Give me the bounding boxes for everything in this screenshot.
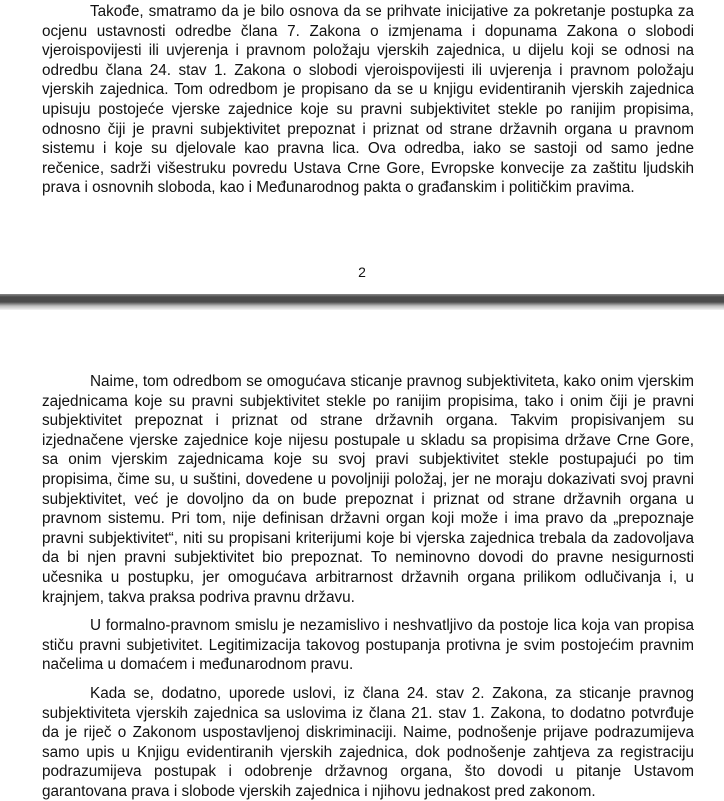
paragraph: U formalno-pravnom smislu je nezamislivo i neshvatljivo da postoje lica koja van propisa stiču pravni subjetivitet. Legitimizacija takovog postupanja protivna je svim postojećim pravnim načelima u domaćem i međunarodnom pravu. <box>42 617 694 674</box>
page-upper-text <box>42 2 694 198</box>
paragraph: Kada se, dodatno, uporede uslovi, iz člana 24. stav 2. Zakona, za sticanje pravnog subjektiviteta vjerskih zajednica sa uslovima iz člana 21. stav 1. Zakona, to dodatno potvrđuje da je riječ o Zakonom uspostavljenoj diskriminaciji. Naime, podnošenje prijave podrazumijeva samo upis u Knjigu evidentiranih vjerskih zajednica, dok podnošenje zahtjeva za registraciju podrazumijeva postupak i odobrenje državnog organa, što dovodi u pitanje Ustavom garantovana prava i slobode vjerskih zajednica i njihovu jednakost pred zakonom. <box>42 684 694 800</box>
page-separator <box>0 294 724 310</box>
document-page-upper <box>0 0 724 294</box>
paragraph: Takođe, smatramo da je bilo osnova da se prihvate inicijative za pokretanje postupka za ocjenu ustavnosti odredbe člana 7. Zakona o izmjenama i dopunama Zakona o slobodi vjeroispovijesti ili uvjerenja i pravnom položaju vjerskih zajednica, u dijelu koji se odnosi na odredbu člana 24. stav 1. Zakona o slobodi vjeroispovijesti ili uvjerenja i pravnom položaju vjerskih zajednica. Tom odredbom je propisano da se u knjigu evidentiranih vjerskih zajednica upisuju postojeće vjerske zajednice koje su pravni subjektivitet stekle po ranijim propisima, odnosno čiji je pravni subjektivitet prepoznat i priznat od strane državnih organa u pravnom sistemu i koje su djelovale kao pravna lica. Ova odredba, iako se sastoji od samo jedne rečenice, sadrži višestruku povredu Ustava Crne Gore, Evropske konvecije za zaštitu ljudskih prava i osnovnih sloboda, kao i Međunarodnog pakta o građanskim i političkim pravima. <box>42 3 694 197</box>
page-lower-text <box>42 372 694 801</box>
page-number: 2 <box>358 264 366 280</box>
paragraph: Naime, tom odredbom se omogućava sticanje pravnog subjektiviteta, kako onim vjerskim zajednicama koje su pravni subjektivitet stekle po ranijim propisima, tako i onim čiji je pravni subjektivitet prepoznat i priznat od strane državnih organa. Takvim propisivanjem su izjednačene vjerske zajednice koje nijesu postupale u skladu sa propisima države Crne Gore, sa onim vjerskim zajednicama koje su svoj pravi subjektivitet stekle postupajući po tim propisima, čime su, u suštini, dovedene u povoljniji položaj, jer ne moraju dokazivati svoj pravni subjektivitet, već je dovoljno da on bude prepoznat i priznat od strane državnih organa u pravnom sistemu. Pri tom, nije definisan državni organ koji može i ima pravo da „prepoznaje pravni subjektivitet“, niti su propisani kriterijumi koje bi vjerska zajednica trebala da zadovoljava da bi njen pravni subjektivitet bio prepoznat. To neminovno dovodi do pravne nesigurnosti učesnika u postupku, jer omogućava arbitrarnost državnih organa prilikom odlučivanja i, u krajnjem, takva praksa podriva pravnu državu. <box>42 373 694 606</box>
document-page-lower <box>0 310 724 800</box>
